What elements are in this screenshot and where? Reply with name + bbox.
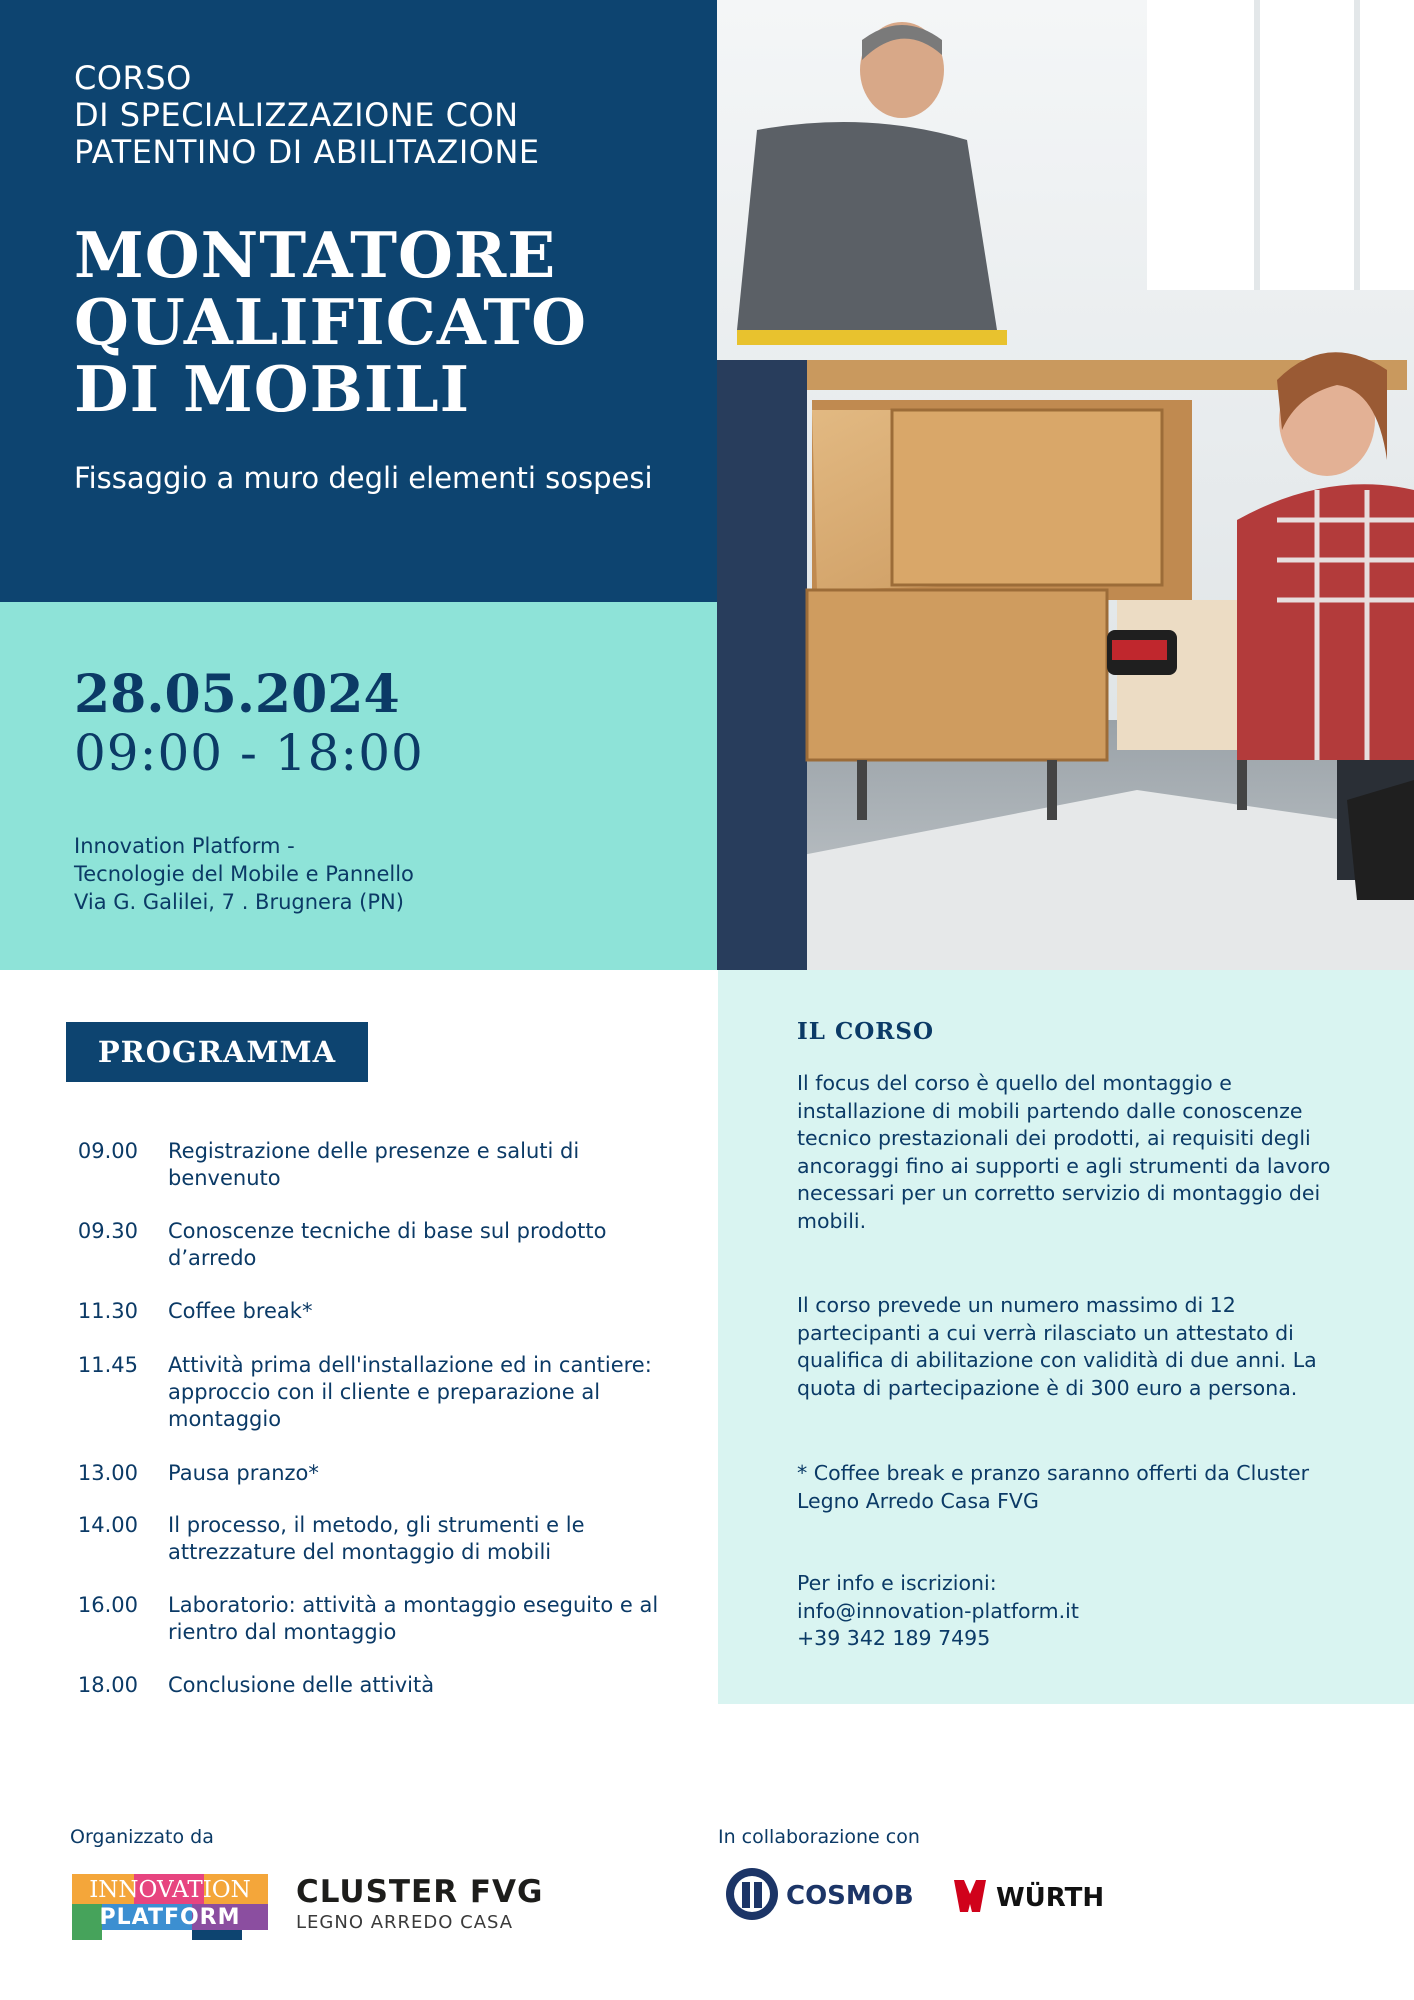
program-desc: Pausa pranzo* bbox=[168, 1461, 319, 1485]
contacts-label: Per info e iscrizioni: bbox=[797, 1571, 997, 1595]
event-date: 28.05.2024 bbox=[74, 664, 400, 725]
program-desc: Il processo, il metodo, gli strumenti e le attrezzature del montaggio di mobili bbox=[168, 1513, 585, 1564]
contact-email[interactable]: info@innovation-platform.it bbox=[797, 1598, 1079, 1623]
course-kicker bbox=[74, 60, 540, 171]
collaboration-label: In collaborazione con bbox=[718, 1826, 920, 1848]
program-badge: PROGRAMMA bbox=[66, 1022, 368, 1082]
innovation-platform-logo bbox=[72, 1874, 268, 1940]
program-desc: Registrazione delle presenze e saluti di benvenuto bbox=[168, 1139, 580, 1190]
program-time: 14.00 bbox=[77, 1513, 138, 1537]
svg-text:WÜRTH: WÜRTH bbox=[996, 1883, 1102, 1913]
contact-phone[interactable]: +39 342 189 7495 bbox=[797, 1626, 991, 1651]
venue-line: Innovation Platform - bbox=[74, 834, 295, 858]
cosmob-logo bbox=[722, 1866, 932, 1926]
event-time: 09:00 - 18:00 bbox=[74, 724, 424, 782]
date-panel bbox=[0, 602, 717, 970]
program-time: 16.00 bbox=[77, 1593, 138, 1617]
course-info-heading: IL CORSO bbox=[797, 1018, 935, 1045]
furniture-assembly-illustration bbox=[717, 0, 1414, 970]
contacts bbox=[797, 1570, 1357, 1653]
hero-panel bbox=[0, 0, 717, 602]
svg-text:INNOVATION: INNOVATION bbox=[89, 1877, 251, 1903]
program-desc: Laboratorio: attività a montaggio eseguito e al rientro dal montaggio bbox=[168, 1593, 659, 1644]
program-desc: Coffee break* bbox=[168, 1299, 313, 1323]
cluster-fvg-logo bbox=[296, 1874, 556, 1934]
kicker-line: DI SPECIALIZZAZIONE CON bbox=[74, 96, 519, 134]
course-participation: Il corso prevede un numero massimo di 12 partecipanti a cui verrà rilasciato un attestato di qualifica di abilitazione con validità di due anni. La quota di partecipazione è di 300 euro a persona. bbox=[797, 1293, 1317, 1400]
program-time: 09.00 bbox=[77, 1139, 138, 1163]
program-desc: Conoscenze tecniche di base sul prodotto d’arredo bbox=[168, 1219, 607, 1270]
organized-by-label: Organizzato da bbox=[70, 1826, 214, 1848]
program-time: 11.30 bbox=[77, 1299, 138, 1323]
program-time: 11.45 bbox=[77, 1353, 138, 1377]
course-title bbox=[74, 218, 588, 426]
course-info-panel bbox=[718, 970, 1414, 1704]
cluster-subtitle: LEGNO ARREDO CASA bbox=[296, 1912, 514, 1933]
catering-note: * Coffee break e pranzo saranno offerti da Cluster Legno Arredo Casa FVG bbox=[797, 1461, 1310, 1513]
course-subtitle: Fissaggio a muro degli elementi sospesi bbox=[74, 461, 653, 495]
event-venue bbox=[74, 832, 414, 916]
venue-line: Tecnologie del Mobile e Pannello bbox=[74, 862, 414, 886]
course-description: Il focus del corso è quello del montaggio e installazione di mobili partendo dalle conoscenze tecnico prestazionali dei prodotti, ai requisiti degli ancoraggi fino ai supporti e agli strumenti da lavoro necessari per un corretto servizio di montaggio dei mobili. bbox=[797, 1071, 1331, 1233]
title-line: QUALIFICATO bbox=[74, 285, 588, 359]
cluster-title: CLUSTER FVG bbox=[296, 1874, 544, 1910]
program-desc: Conclusione delle attività bbox=[168, 1673, 435, 1697]
program-time: 09.30 bbox=[77, 1219, 138, 1243]
workshop-photo bbox=[717, 0, 1414, 970]
venue-line: Via G. Galilei, 7 . Brugnera (PN) bbox=[74, 890, 404, 914]
title-line: DI MOBILI bbox=[74, 352, 471, 426]
wurth-logo bbox=[952, 1878, 1102, 1914]
svg-text:PLATFORM: PLATFORM bbox=[99, 1905, 241, 1930]
title-line: MONTATORE bbox=[74, 218, 557, 292]
program-time: 18.00 bbox=[77, 1673, 138, 1697]
kicker-line: CORSO bbox=[74, 59, 192, 97]
svg-text:COSMOB: COSMOB bbox=[786, 1881, 914, 1911]
program-time: 13.00 bbox=[77, 1461, 138, 1485]
kicker-line: PATENTINO DI ABILITAZIONE bbox=[74, 133, 540, 171]
program-desc: Attività prima dell'installazione ed in cantiere: approccio con il cliente e preparazione al montaggio bbox=[168, 1353, 652, 1431]
